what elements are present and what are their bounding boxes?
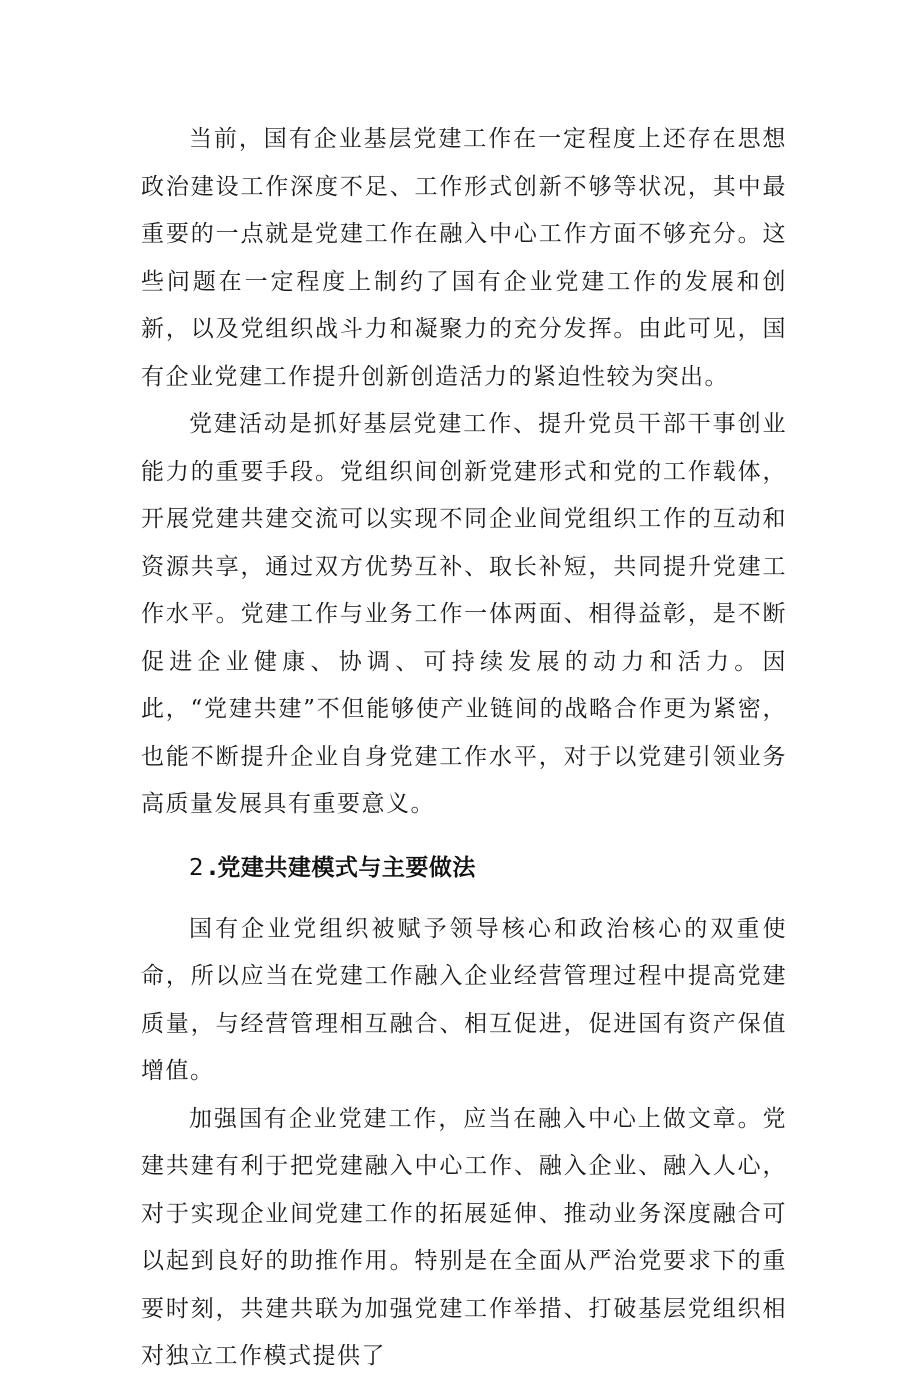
paragraph-strengthen-party-building: 加强国有企业党建工作，应当在融入中心上做文章。党建共建有利于把党建融入中心工作、融入企业、融入人心，对于实现企业间党建工作的拓展延伸、推动业务深度融合可以起到良好的助推作用。特别是在全面从严治党要求下的重要时刻，共建共联为加强党建工作举措、打破基层党组织相对独立工作模式提供了 [141,1105,787,1369]
paragraph-current-status: 当前，国有企业基层党建工作在一定程度上还存在思想政治建设工作深度不足、工作形式创新不够等状况，其中最重要的一点就是党建工作在融入中心工作方面不够充分。这些问题在一定程度上制约了国有企业党建工作的发展和创新，以及党组织战斗力和凝聚力的充分发挥。由此可见，国有企业党建工作提升创新创造活力的紧迫性较为突出。 [141,126,787,390]
document-body [141,116,787,1381]
paragraph-dual-mission: 国有企业党组织被赋予领导核心和政治核心的双重使命，所以应当在党建工作融入企业经营管理过程中提高党建质量，与经营管理相互融合、相互促进，促进国有资产保值增值。 [141,915,787,1084]
section-title: .党建共建模式与主要做法 [208,854,476,881]
paragraph-party-activities: 党建活动是抓好基层党建工作、提升党员干部干事创业能力的重要手段。党组织间创新党建形式和党的工作载体，开展党建共建交流可以实现不同企业间党组织工作的互动和资源共享，通过双方优势互补、取长补短，共同提升党建工作水平。党建工作与业务工作一体两面、相得益彰，是不断促进企业健康、协调、可持续发展的动力和活力。因此，“党建共建”不但能够使产业链间的战略合作更为紧密，也能不断提升企业自身党建工作水平，对于以党建引领业务高质量发展具有重要意义。 [141,411,787,817]
section-heading [141,839,787,897]
section-number: 2 [189,854,205,881]
